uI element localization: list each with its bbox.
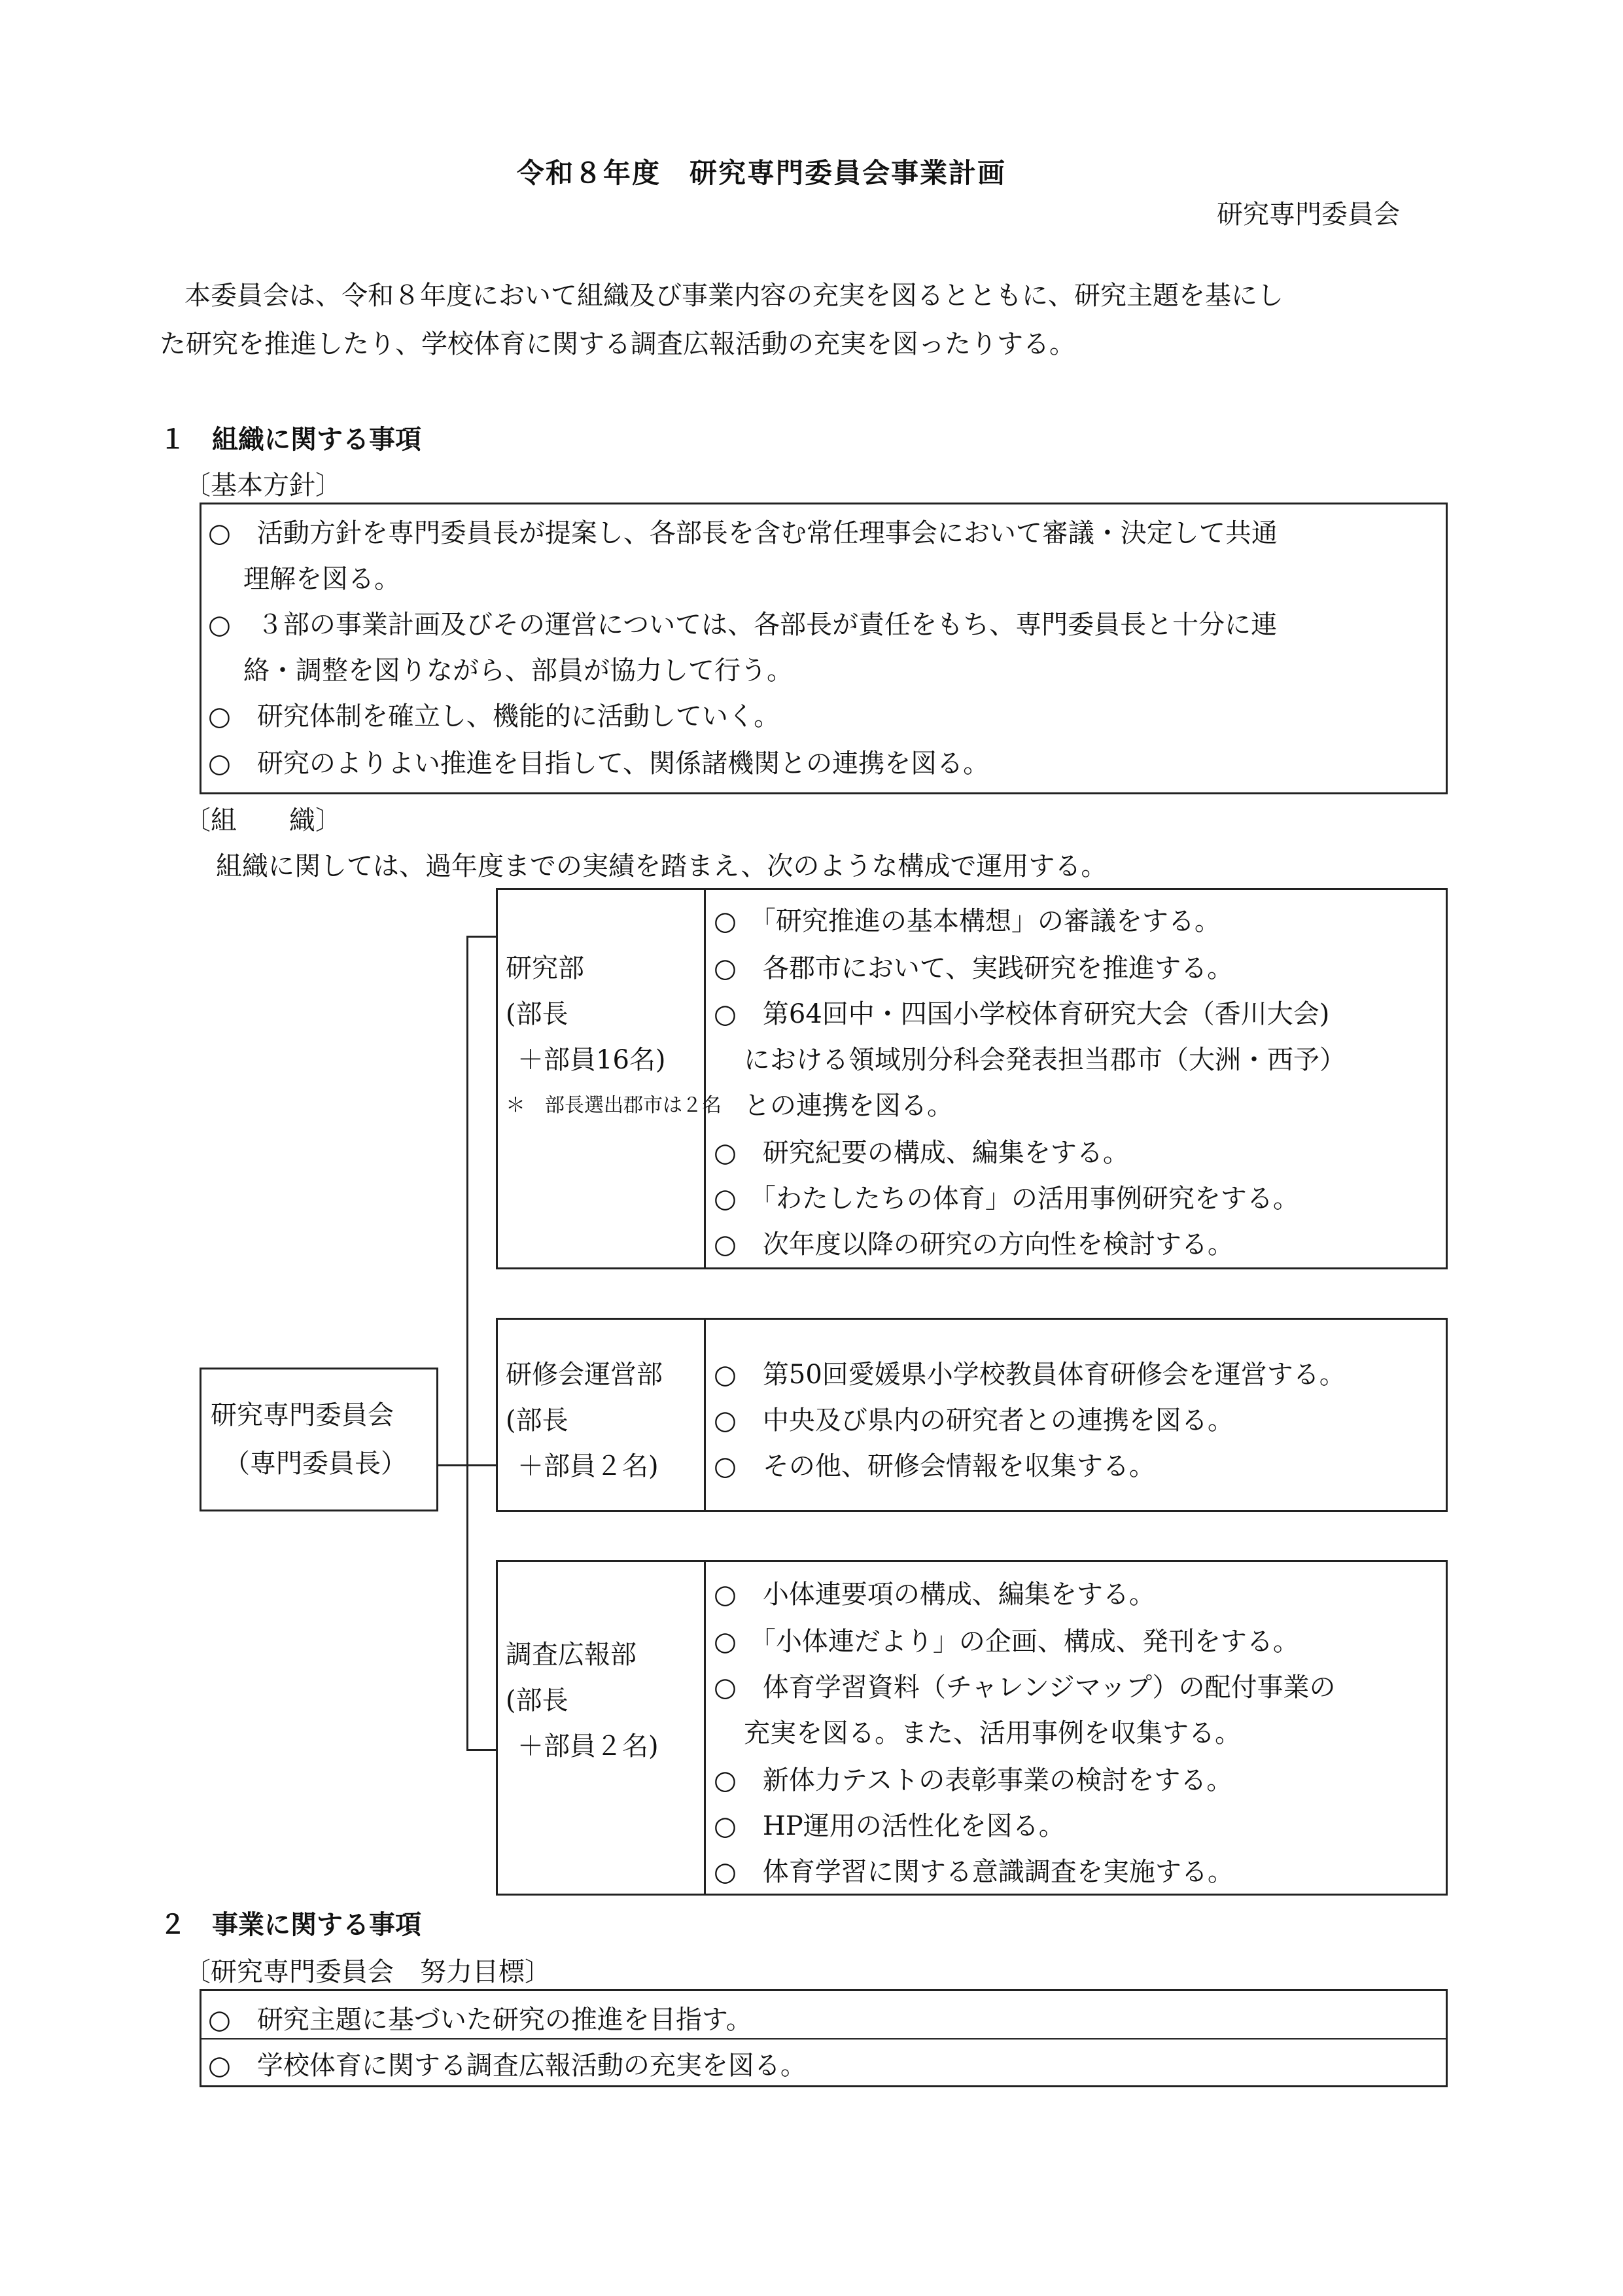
policy-box bbox=[200, 503, 1448, 794]
committee-name: 研究専門委員会 bbox=[211, 1400, 394, 1430]
page-title: 令和８年度 研究専門委員会事業計画 bbox=[517, 157, 1007, 189]
dept-item: ○ 体育学習に関する意識調査を実施する。 bbox=[714, 1857, 1234, 1887]
intro-line-1: 本委員会は、令和８年度において組織及び事業内容の充実を図るとともに、研究主題を基にし bbox=[184, 281, 1283, 311]
divider bbox=[704, 1320, 706, 1510]
section1-heading: １ 組織に関する事項 bbox=[160, 425, 421, 455]
dept-item: ○ 「わたしたちの体育」の活用事例研究をする。 bbox=[714, 1184, 1299, 1214]
dept-item: ○ 中央及び県内の研究者との連携を図る。 bbox=[714, 1405, 1234, 1436]
dept-item: ○ 次年度以降の研究の方向性を検討する。 bbox=[714, 1229, 1234, 1260]
dept-item: ○ その他、研修会情報を収集する。 bbox=[714, 1451, 1155, 1481]
dept-item: ○ 新体力テストの表彰事業の検討をする。 bbox=[714, 1765, 1233, 1795]
committee-head: （専門委員長） bbox=[224, 1449, 407, 1479]
policy-line-3: ○ ３部の事業計画及びその運営については、各部長が責任をもち、専門委員長と十分に連 bbox=[208, 610, 1278, 640]
dept-item: ○ 第50回愛媛県小学校教員体育研修会を運営する。 bbox=[714, 1360, 1346, 1390]
dept-name: 調査広報部 bbox=[506, 1640, 637, 1670]
author: 研究専門委員会 bbox=[1217, 200, 1400, 230]
dept-item: 充実を図る。また、活用事例を収集する。 bbox=[744, 1718, 1241, 1748]
goal-line-2: ○ 学校体育に関する調査広報活動の充実を図る。 bbox=[208, 2051, 807, 2081]
dept-head: (部長 bbox=[506, 999, 568, 1029]
org-intro: 組織に関しては、過年度までの実績を踏まえ、次のような構成で運用する。 bbox=[216, 851, 1108, 881]
intro-line-2: た研究を推進したり、学校体育に関する調査広報活動の充実を図ったりする。 bbox=[160, 329, 1075, 359]
committee-box bbox=[200, 1368, 438, 1511]
dept-seminar-box bbox=[496, 1318, 1448, 1512]
dept-members: ＋部員16名) bbox=[517, 1045, 666, 1075]
dept-item: との連携を図る。 bbox=[744, 1091, 953, 1121]
dept-item: ○ 小体連要項の構成、編集をする。 bbox=[714, 1580, 1155, 1610]
dept-note: ＊ 部長選出郡市は２名 bbox=[506, 1094, 722, 1117]
divider bbox=[704, 890, 706, 1267]
connector-research bbox=[466, 936, 498, 938]
policy-line-2: 理解を図る。 bbox=[243, 564, 400, 594]
dept-item: ○ 各郡市において、実践研究を推進する。 bbox=[714, 953, 1234, 983]
dept-item: ○ HP運用の活性化を図る。 bbox=[714, 1811, 1065, 1841]
dept-item: ○ 体育学習資料（チャレンジマップ）の配付事業の bbox=[714, 1672, 1336, 1703]
goal-label: 〔研究専門委員会 努力目標〕 bbox=[184, 1957, 551, 1987]
dept-head: (部長 bbox=[506, 1686, 568, 1716]
dept-item: における領域別分科会発表担当郡市（大洲・西予） bbox=[744, 1045, 1346, 1075]
dept-name: 研修会運営部 bbox=[506, 1360, 663, 1390]
dept-item: ○ 「小体連だより」の企画、構成、発刊をする。 bbox=[714, 1627, 1299, 1657]
policy-label: 〔基本方針〕 bbox=[184, 470, 341, 501]
dept-item: ○ 「研究推進の基本構想」の審議をする。 bbox=[714, 906, 1221, 936]
goal-separator bbox=[201, 2038, 1446, 2040]
connector-main bbox=[438, 1464, 468, 1466]
dept-members: ＋部員２名) bbox=[517, 1451, 659, 1481]
policy-line-5: ○ 研究体制を確立し、機能的に活動していく。 bbox=[208, 701, 780, 732]
connector-survey bbox=[466, 1749, 498, 1751]
dept-research-box bbox=[496, 888, 1448, 1269]
policy-line-1: ○ 活動方針を専門委員長が提案し、各部長を含む常任理事会において審議・決定して共通 bbox=[208, 518, 1278, 548]
dept-item: ○ 研究紀要の構成、編集をする。 bbox=[714, 1138, 1129, 1168]
dept-members: ＋部員２名) bbox=[517, 1731, 659, 1761]
dept-survey-box bbox=[496, 1560, 1448, 1896]
policy-line-6: ○ 研究のよりよい推進を目指して、関係諸機関との連携を図る。 bbox=[208, 749, 990, 779]
dept-item: ○ 第64回中・四国小学校体育研究大会（香川大会) bbox=[714, 999, 1330, 1029]
connector-seminar bbox=[466, 1464, 498, 1466]
section2-heading: ２ 事業に関する事項 bbox=[160, 1910, 421, 1940]
divider bbox=[704, 1562, 706, 1894]
goal-box bbox=[200, 1989, 1448, 2087]
connector-trunk bbox=[466, 936, 468, 1750]
dept-head: (部長 bbox=[506, 1405, 568, 1436]
org-label: 〔組 織〕 bbox=[184, 805, 341, 836]
goal-line-1: ○ 研究主題に基づいた研究の推進を目指す。 bbox=[208, 2005, 752, 2035]
policy-line-4: 絡・調整を図りながら、部員が協力して行う。 bbox=[243, 656, 793, 686]
dept-name: 研究部 bbox=[506, 953, 584, 983]
